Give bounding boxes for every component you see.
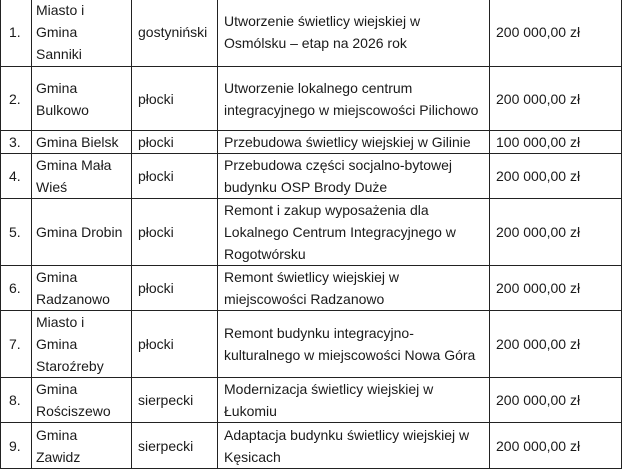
county-cell: płocki (132, 311, 218, 378)
municipality-cell: Miasto i Gmina Sanniki (32, 0, 132, 67)
municipality-cell: Gmina Zawidz (32, 423, 132, 469)
task-cell: Utworzenie lokalnego centrum integracyjnego w miejscowości Pilichowo (218, 67, 490, 131)
task-cell: Adaptacja budynku świetlicy wiejskiej w Kęsicach (218, 423, 490, 469)
row-number: 7. (1, 311, 32, 378)
table-row (1, 131, 622, 154)
municipality-cell: Gmina Mała Wieś (32, 154, 132, 199)
task-cell: Przebudowa świetlicy wiejskiej w Gilinie (218, 131, 490, 154)
task-cell: Remont świetlicy wiejskiej w miejscowości Radzanowo (218, 266, 490, 311)
municipality-cell: Gmina Rościszewo (32, 378, 132, 423)
task-cell: Remont i zakup wyposażenia dla Lokalnego Centrum Integracyjnego w Rogotwórsku (218, 199, 490, 266)
table-row (1, 0, 622, 67)
table-row (1, 423, 622, 469)
municipality-cell: Gmina Bielsk (32, 131, 132, 154)
amount-cell: 200 000,00 zł (490, 67, 622, 131)
row-number: 2. (1, 67, 32, 131)
municipality-cell: Miasto i Gmina Staroźreby (32, 311, 132, 378)
table-row (1, 311, 622, 378)
municipality-cell: Gmina Drobin (32, 199, 132, 266)
amount-cell: 200 000,00 zł (490, 0, 622, 67)
amount-cell: 100 000,00 zł (490, 131, 622, 154)
task-cell: Utworzenie świetlicy wiejskiej w Osmólsku – etap na 2026 rok (218, 0, 490, 67)
municipality-cell: Gmina Bulkowo (32, 67, 132, 131)
county-cell: gostyniński (132, 0, 218, 67)
table-row (1, 378, 622, 423)
row-number: 4. (1, 154, 32, 199)
county-cell: płocki (132, 154, 218, 199)
amount-cell: 200 000,00 zł (490, 199, 622, 266)
task-cell: Modernizacja świetlicy wiejskiej w Łukomiu (218, 378, 490, 423)
row-number: 1. (1, 0, 32, 67)
row-number: 3. (1, 131, 32, 154)
amount-cell: 200 000,00 zł (490, 378, 622, 423)
row-number: 6. (1, 266, 32, 311)
task-cell: Przebudowa części socjalno-bytowej budynku OSP Brody Duże (218, 154, 490, 199)
row-number: 8. (1, 378, 32, 423)
county-cell: płocki (132, 199, 218, 266)
county-cell: płocki (132, 131, 218, 154)
table-row (1, 154, 622, 199)
amount-cell: 200 000,00 zł (490, 311, 622, 378)
amount-cell: 200 000,00 zł (490, 423, 622, 469)
amount-cell: 200 000,00 zł (490, 154, 622, 199)
municipality-cell: Gmina Radzanowo (32, 266, 132, 311)
table-row (1, 266, 622, 311)
county-cell: płocki (132, 67, 218, 131)
row-number: 9. (1, 423, 32, 469)
county-cell: sierpecki (132, 378, 218, 423)
row-number: 5. (1, 199, 32, 266)
amount-cell: 200 000,00 zł (490, 266, 622, 311)
task-cell: Remont budynku integracyjno-kulturalnego w miejscowości Nowa Góra (218, 311, 490, 378)
table-row (1, 67, 622, 131)
county-cell: sierpecki (132, 423, 218, 469)
table-row (1, 199, 622, 266)
county-cell: płocki (132, 266, 218, 311)
